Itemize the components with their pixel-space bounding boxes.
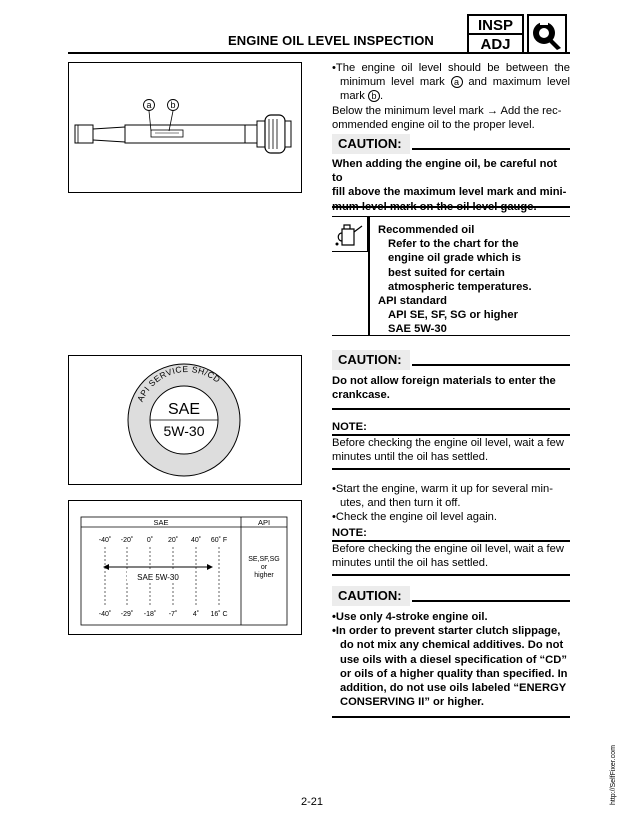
wrench-icon	[527, 14, 567, 54]
api-donut-figure	[68, 355, 302, 485]
caution-rule-1	[332, 206, 570, 208]
f-label: 60˚ F	[210, 537, 228, 544]
level-instructions	[332, 61, 570, 132]
c-label: -7˚	[168, 611, 178, 618]
api-donut-drawing	[69, 356, 300, 483]
caution-heading-3: CAUTION:	[332, 586, 570, 606]
callout-b: b	[170, 100, 176, 110]
page-title: ENGINE OIL LEVEL INSPECTION	[228, 33, 434, 48]
caution-text-1: When adding the engine oil, be careful not to fill above the maximum level mark and mini-	[332, 158, 567, 199]
note-2: NOTE:	[332, 527, 367, 539]
c-label: -40˚	[98, 611, 112, 618]
callout-a: a	[146, 100, 152, 110]
caution-heading-1: CAUTION:	[332, 134, 570, 154]
caution-heading-2: CAUTION:	[332, 350, 570, 370]
api-grade: or	[260, 564, 268, 571]
f-label: 0˚	[146, 537, 154, 544]
below-line-1: Below the minimum level mark → Add the rec-	[332, 104, 562, 117]
section-badge	[467, 14, 524, 54]
caution-rule-2	[332, 408, 570, 410]
note-text-1: Before checking the engine oil level, wait a few minutes until the oil has settled.	[332, 437, 564, 464]
mark-b-symbol: b	[368, 90, 380, 102]
badge-adj: ADJ	[480, 36, 511, 53]
f-label: 20˚	[167, 537, 179, 544]
f-label: 40˚	[190, 537, 202, 544]
note-rule-1-end	[332, 468, 570, 470]
col-sae: SAE	[153, 518, 169, 527]
page-number: 2-21	[301, 796, 324, 808]
dipstick-figure	[68, 62, 302, 193]
note-text-2: Before checking the engine oil level, wait a few minutes until the oil has settled.	[332, 543, 564, 570]
badge-insp: INSP	[469, 16, 522, 35]
col-api: API	[257, 518, 271, 527]
grade-5w30: 5W-30	[163, 423, 205, 439]
site-watermark[interactable]: http://SelfFixer.com	[610, 745, 617, 805]
f-label: -20˚	[120, 537, 134, 544]
grade-sae: SAE	[167, 401, 201, 418]
c-label: 4˚	[192, 611, 200, 618]
range-label: SAE 5W-30	[137, 573, 179, 582]
note-1: NOTE:	[332, 421, 367, 433]
note-rule-2-end	[332, 574, 570, 576]
bullet-level: •The engine oil level should be between the minimum level mark a and maximum level mark b .	[332, 62, 570, 103]
below-line-2: ommended engine oil to the proper level.	[332, 118, 535, 131]
f-label: -40˚	[98, 537, 112, 544]
dipstick-drawing	[69, 63, 300, 191]
recommended-oil-box	[332, 216, 570, 336]
viscosity-chart-figure	[68, 500, 302, 635]
start-instructions: •Start the engine, warm it up for several min- utes, and then turn it off. •Check the engine oil level again.	[332, 483, 553, 524]
caution-text-3: •Use only 4-stroke engine oil. •In order to prevent starter clutch slippage, do not mix any chemical additives. Do not use oils with a diesel specification of “CD” or oils of a higher quality than specified. In addition, do not use oils labeled “ENERGY CONSERVING II” or higher.	[332, 611, 568, 709]
oil-can-icon	[332, 217, 368, 252]
arc-label: API SERVICE SH/CD	[135, 363, 223, 404]
c-label: -29˚	[120, 611, 134, 618]
viscosity-chart	[69, 501, 300, 633]
caution-text-2: Do not allow foreign materials to enter the crankcase.	[332, 375, 556, 402]
caution-rule-3	[332, 716, 570, 718]
api-grade: higher	[254, 572, 274, 579]
api-grade: SE,SF,SG	[248, 556, 280, 563]
c-label: -18˚	[143, 611, 157, 618]
c-label: 16˚ C	[210, 611, 228, 618]
mark-a-symbol: a	[451, 76, 463, 88]
recommended-oil-text: Recommended oil Refer to the chart for the engine oil grade which is best suited for certain atmospheric temperatures. API standard API SE, SF, SG or higher SAE 5W-30	[378, 224, 532, 336]
